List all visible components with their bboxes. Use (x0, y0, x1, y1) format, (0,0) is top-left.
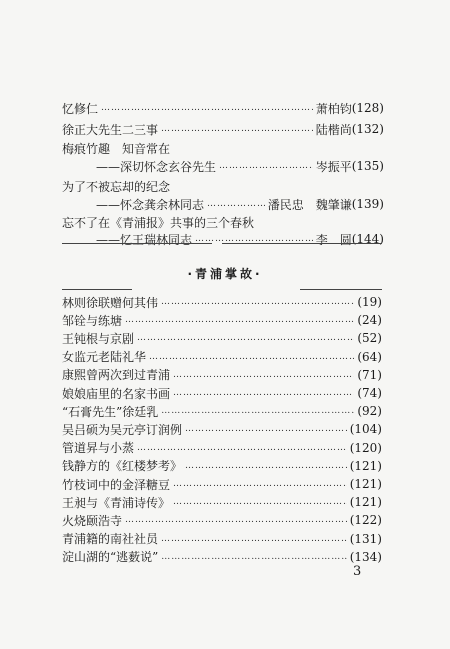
entry-author: 陆楷尚 (315, 122, 352, 137)
dot-leader (161, 297, 354, 307)
toc-entry (62, 384, 382, 402)
toc-entry (62, 511, 382, 529)
entry-title: 淀山湖的“逃薮说” (62, 550, 159, 565)
entry-author: 李 圆 (315, 232, 352, 247)
dot-leader (137, 333, 354, 343)
toc-entry (62, 420, 382, 438)
entry-title: 娘娘庙里的名家书画 (62, 386, 171, 401)
entry-page: (19) (357, 295, 382, 309)
toc-entry (62, 293, 382, 311)
dot-leader (173, 497, 347, 507)
entry-page: (71) (357, 367, 382, 382)
entry-title: 王昶与《青浦诗传》 (62, 495, 171, 510)
entry-title: “石膏先生”徐廷乳 (62, 404, 159, 419)
entry-page: (121) (349, 477, 382, 491)
entry-page: (131) (349, 531, 382, 546)
entry-page: (144) (351, 232, 384, 246)
dot-leader (173, 370, 354, 380)
entry-page: (135) (351, 159, 384, 173)
dot-leader (185, 424, 347, 434)
section-rule-right (300, 289, 382, 290)
dot-leader (149, 352, 354, 362)
dot-leader (137, 443, 347, 453)
toc-entry (62, 99, 384, 117)
toc-entry (62, 177, 384, 195)
entry-page: (64) (357, 349, 382, 364)
entry-author: 萧柏钧 (315, 101, 352, 116)
entry-title: 管道昇与小蒸 (62, 441, 135, 456)
dot-leader (161, 552, 346, 562)
entry-title: 邹铨与练塘 (62, 313, 123, 328)
entry-title: 竹枝词中的金泽糖豆 (62, 477, 171, 492)
entry-title: 徐正大先生二三事 (62, 122, 159, 137)
toc-entry (62, 139, 384, 157)
entry-title: 王钝根与京剧 (62, 331, 135, 346)
entry-page: (139) (351, 197, 384, 211)
entry-title: 火烧颐浩寺 (62, 513, 123, 528)
toc-entry (62, 120, 384, 138)
entry-title: 林则徐联赠何其伟 (62, 295, 159, 310)
entry-page: (132) (351, 122, 384, 136)
entry-title: ——深切怀念玄谷先生 (96, 159, 217, 174)
entry-page: (92) (357, 404, 382, 419)
entry-title: ——怀念龚余林同志 (96, 197, 205, 212)
section-title: ·青浦掌故· (187, 267, 263, 281)
entry-title: 女监元老陆礼华 (62, 350, 147, 365)
entry-author: 岑振平 (315, 159, 352, 174)
dot-leader (101, 103, 313, 113)
toc-entry (62, 402, 382, 420)
toc-entry (96, 195, 384, 213)
entry-page: (52) (357, 331, 382, 346)
section-rule-left (62, 289, 132, 290)
toc-entry (62, 548, 382, 566)
entry-title: 忘不了在《青浦报》共事的三个春秋 (62, 215, 255, 230)
toc-entry (96, 230, 384, 248)
entry-title: 钱静方的《红楼梦考》 (62, 459, 183, 474)
dot-leader (207, 199, 265, 209)
divider-right (222, 243, 382, 244)
entry-page: (104) (349, 422, 382, 437)
toc-entry (62, 457, 382, 475)
dot-leader (185, 461, 347, 471)
dot-leader (161, 534, 347, 544)
entry-title: 康熙曾两次到过青浦 (62, 368, 171, 383)
entry-page: (120) (349, 440, 382, 455)
entry-page: (134) (349, 549, 382, 564)
dot-leader (219, 161, 313, 171)
dot-leader (161, 406, 354, 416)
entry-title: 忆修仁 (62, 101, 99, 116)
toc-entry (62, 213, 384, 231)
entry-author: 潘民忠 魏肇谦 (267, 197, 352, 212)
entry-page: (122) (349, 513, 382, 528)
dot-leader (173, 479, 347, 489)
toc-entry (62, 475, 382, 493)
entry-title: 青浦籍的南社社员 (62, 532, 159, 547)
toc-entry (96, 157, 384, 175)
dot-leader (125, 515, 347, 525)
entry-page: (74) (357, 386, 382, 400)
entry-title: 为了不被忘却的纪念 (62, 179, 171, 194)
toc-entry (62, 311, 382, 329)
entry-page: (24) (357, 313, 382, 328)
toc-entry (62, 493, 382, 511)
entry-page: (121) (349, 458, 382, 473)
entry-title: 梅痕竹趣 知音常在 (62, 141, 171, 156)
toc-entry (62, 329, 382, 347)
dot-leader (125, 315, 354, 325)
toc-entry (62, 439, 382, 457)
page-number: 3 (353, 564, 362, 579)
divider-left (62, 243, 212, 244)
entry-page: (121) (349, 495, 382, 510)
toc-entry (62, 530, 382, 548)
toc-entry (62, 366, 382, 384)
toc-entry (62, 348, 382, 366)
dot-leader (161, 124, 313, 134)
entry-page: (128) (351, 101, 384, 115)
dot-leader (173, 388, 354, 398)
entry-title: 吴吕硕为吴元亭订润例 (62, 422, 183, 437)
entry-title: ——忆王瑞林同志 (96, 232, 193, 247)
